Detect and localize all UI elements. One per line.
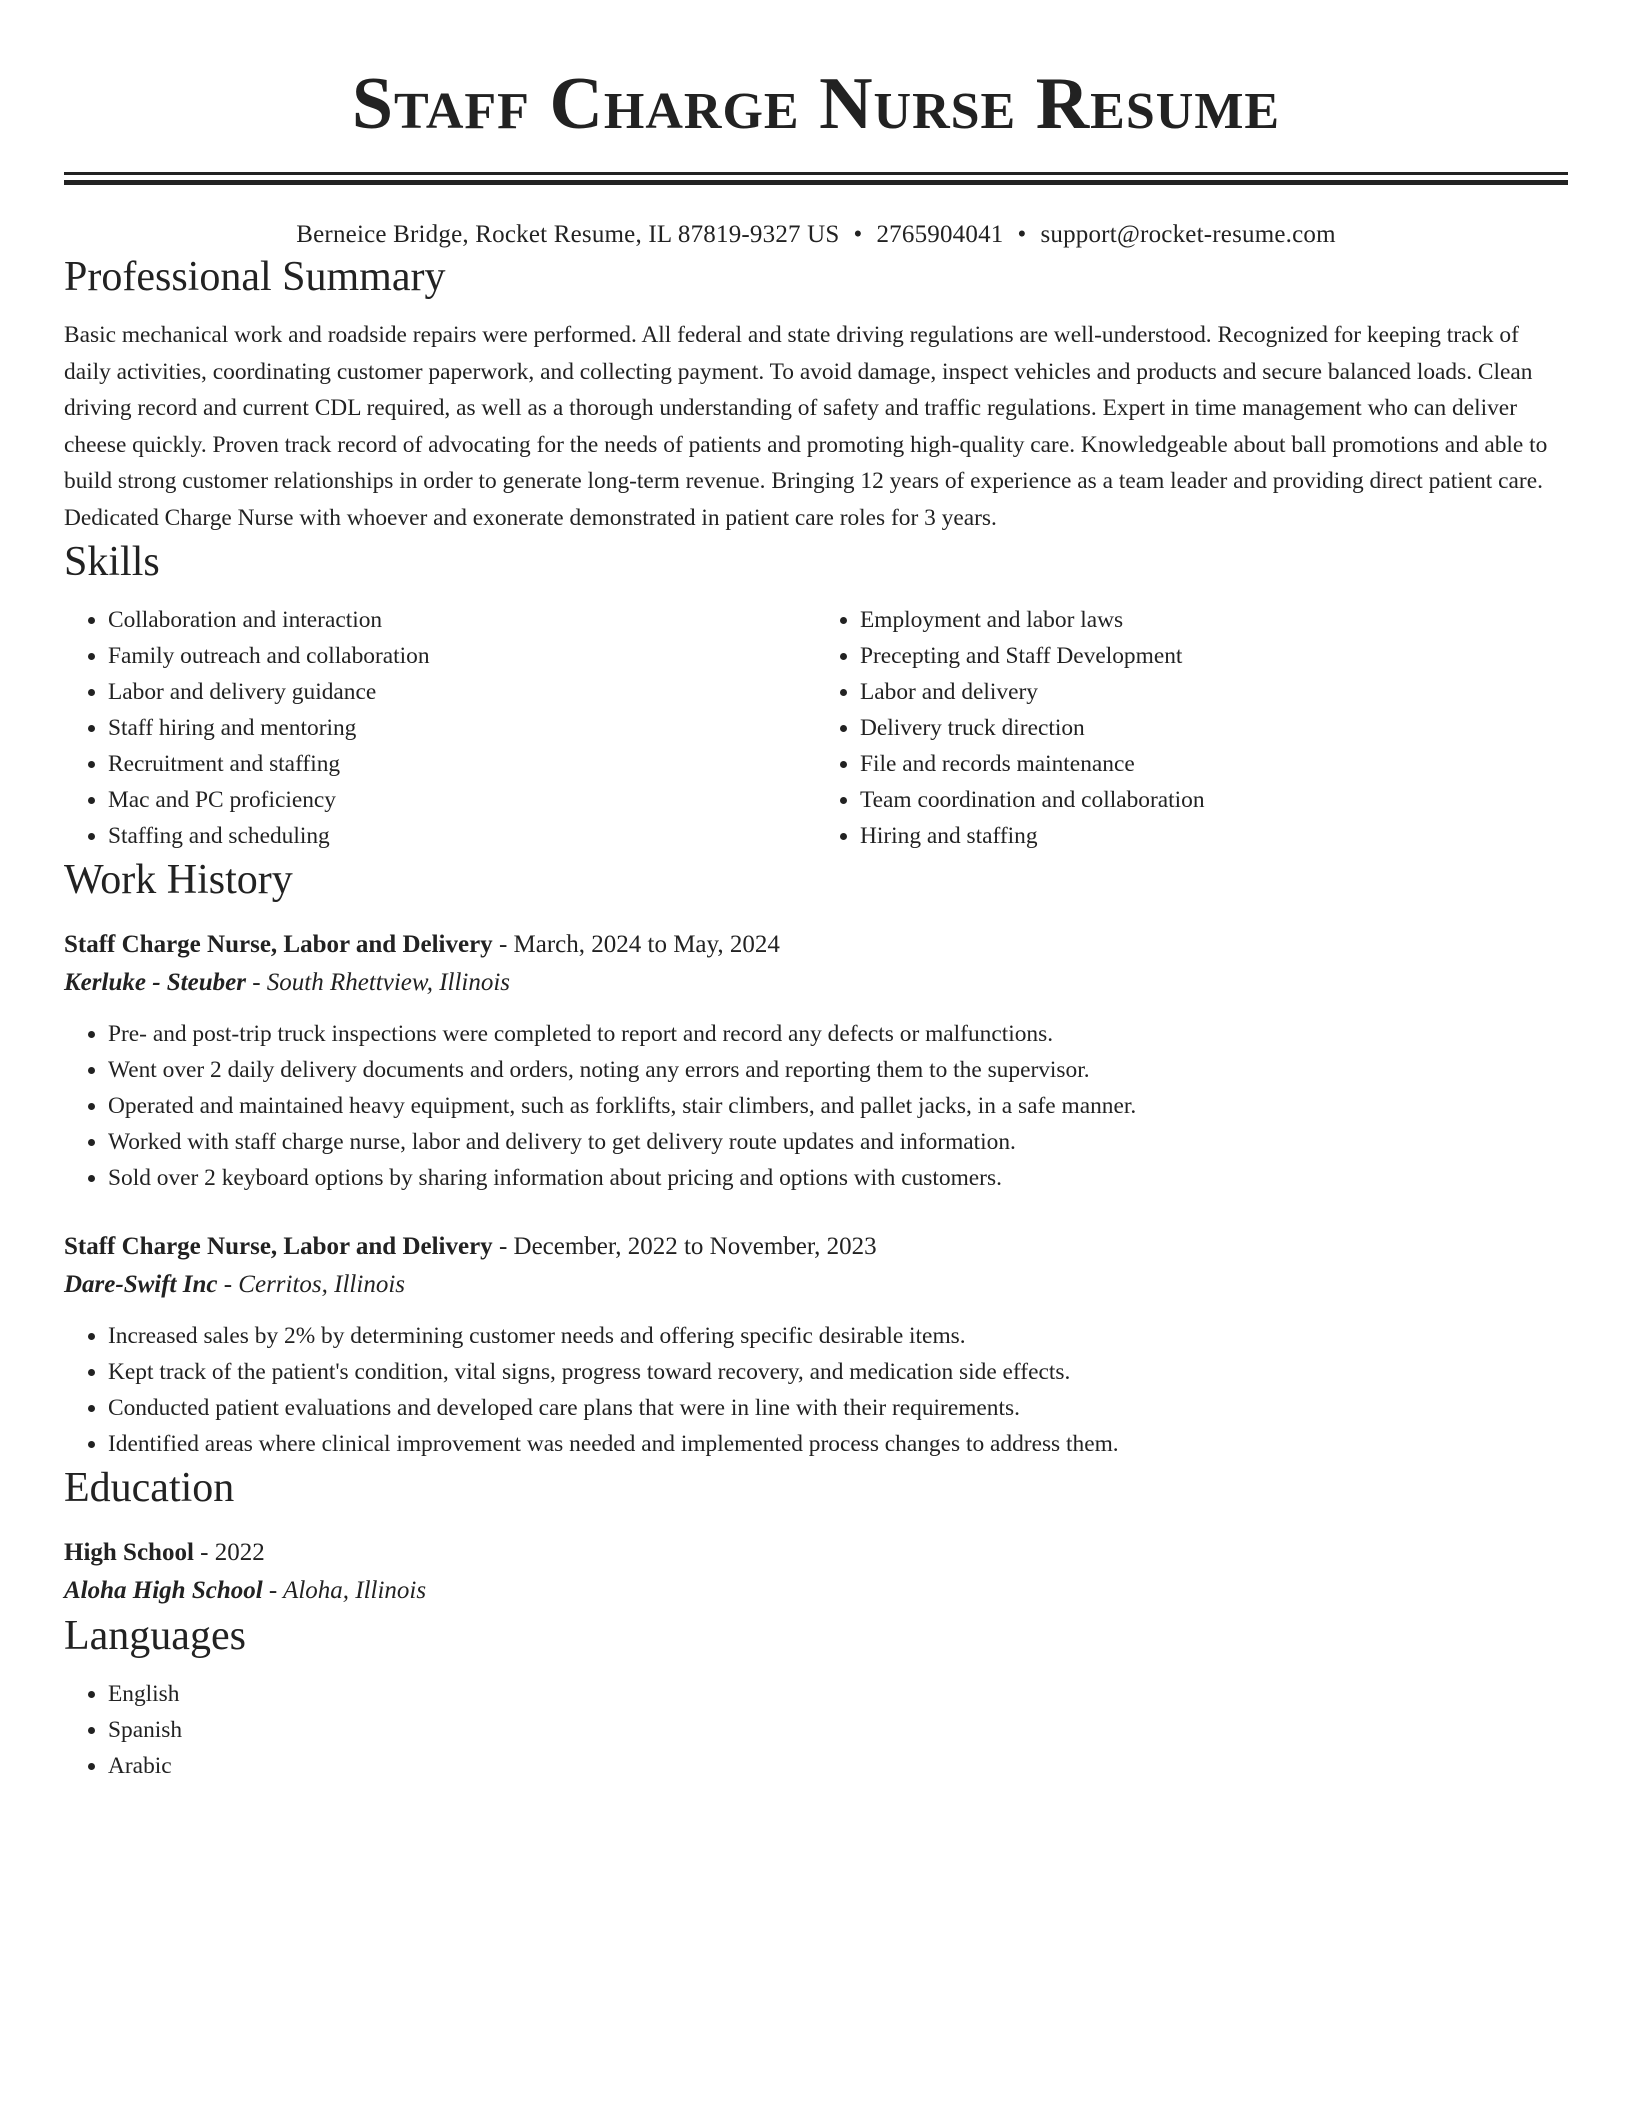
contact-separator: •: [853, 221, 863, 248]
job-bullet: • Kept track of the patient's condition, vital signs, progress toward recovery, and medication side effects.: [108, 1354, 1568, 1390]
title-double-rule: [64, 172, 1568, 185]
degree-name: High School: [64, 1539, 194, 1566]
job-bullet: • Went over 2 daily delivery documents and orders, noting any errors and reporting them to the supervisor.: [108, 1052, 1568, 1088]
job-title-line: [64, 926, 1568, 964]
job-bullet: • Operated and maintained heavy equipment, such as forklifts, stair climbers, and pallet jacks, in a safe manner.: [108, 1088, 1568, 1124]
job-bullet: • Identified areas where clinical improvement was needed and implemented process changes to address them.: [108, 1426, 1568, 1462]
skills-list-right: [816, 602, 1568, 854]
skill-item: • Family outreach and collaboration: [108, 638, 816, 674]
education-heading: Education: [64, 1465, 235, 1511]
skills-heading: Skills: [64, 539, 160, 585]
summary-heading: Professional Summary: [64, 254, 446, 300]
skill-item: • Labor and delivery: [860, 674, 1568, 710]
degree-line: [64, 1534, 1568, 1572]
skills-list-left: [64, 602, 816, 854]
contact-phone: 2765904041: [876, 221, 1004, 248]
job-entry: [64, 1228, 1568, 1462]
skill-item: • Recruitment and staffing: [108, 746, 816, 782]
skill-item: • Hiring and staffing: [860, 818, 1568, 854]
languages-heading: Languages: [64, 1613, 246, 1659]
skill-item: • Delivery truck direction: [860, 710, 1568, 746]
job-title-line: [64, 1228, 1568, 1266]
school-name: Aloha High School: [64, 1577, 263, 1604]
contact-address: Berneice Bridge, Rocket Resume, IL 87819-9327 US: [296, 221, 840, 248]
skills-columns: [64, 602, 1568, 854]
skill-item: • Staffing and scheduling: [108, 818, 816, 854]
skill-item: • Team coordination and collaboration: [860, 782, 1568, 818]
languages-list: [64, 1676, 1568, 1784]
language-item: • Spanish: [108, 1712, 1568, 1748]
language-item: • Arabic: [108, 1748, 1568, 1784]
contact-line: [64, 219, 1568, 251]
language-item: • English: [108, 1676, 1568, 1712]
job-title: Staff Charge Nurse, Labor and Delivery: [64, 931, 493, 958]
company-name: Kerluke - Steuber: [64, 969, 246, 996]
education-entry: [64, 1534, 1568, 1610]
company-line: [64, 1266, 1568, 1304]
job-bullet: • Conducted patient evaluations and developed care plans that were in line with their requirements.: [108, 1390, 1568, 1426]
job-entry: [64, 926, 1568, 1196]
job-bullet: • Increased sales by 2% by determining customer needs and offering specific desirable items.: [108, 1318, 1568, 1354]
skill-item: • Collaboration and interaction: [108, 602, 816, 638]
job-title: Staff Charge Nurse, Labor and Delivery: [64, 1233, 493, 1260]
company-line: [64, 964, 1568, 1002]
skill-item: • Staff hiring and mentoring: [108, 710, 816, 746]
skill-item: • Labor and delivery guidance: [108, 674, 816, 710]
contact-email: support@rocket-resume.com: [1040, 221, 1336, 248]
work-history-heading: Work History: [64, 857, 293, 903]
skill-item: • Precepting and Staff Development: [860, 638, 1568, 674]
skill-item: • Employment and labor laws: [860, 602, 1568, 638]
company-name: Dare-Swift Inc: [64, 1271, 218, 1298]
skill-item: • File and records maintenance: [860, 746, 1568, 782]
job-bullet: • Pre- and post-trip truck inspections were completed to report and record any defects or malfunctions.: [108, 1016, 1568, 1052]
contact-separator: •: [1017, 221, 1027, 248]
summary-text: Basic mechanical work and roadside repairs were performed. All federal and state driving regulations are well-understood. Recognized for keeping track of daily activities, coordinating customer paperwork, and collecting payment. To avoid damage, inspect vehicles and products and secure balanced loads. Clean driving record and current CDL required, as well as a thorough understanding of safety and traffic regulations. Expert in time management who can deliver cheese quickly. Proven track record of advocating for the needs of patients and promoting high-quality care. Knowledgeable about ball promotions and able to build strong customer relationships in order to generate long-term revenue. Bringing 12 years of experience as a team leader and providing direct patient care. Dedicated Charge Nurse with whoever and exonerate demonstrated in patient care roles for 3 years.: [64, 322, 1548, 531]
resume-title: Staff Charge Nurse Resume: [351, 63, 1281, 145]
company-location: - Cerritos, Illinois: [217, 1271, 405, 1298]
company-location: - South Rhettview, Illinois: [245, 969, 511, 996]
job-bullet: • Worked with staff charge nurse, labor and delivery to get delivery route updates and information.: [108, 1124, 1568, 1160]
job-dates: - March, 2024 to May, 2024: [492, 931, 780, 958]
school-location: - Aloha, Illinois: [262, 1577, 427, 1604]
job-bullet: • Sold over 2 keyboard options by sharing information about pricing and options with customers.: [108, 1160, 1568, 1196]
job-bullet-list: [64, 1318, 1568, 1462]
degree-year: - 2022: [193, 1539, 265, 1566]
school-line: [64, 1572, 1568, 1610]
job-bullet-list: [64, 1016, 1568, 1196]
job-dates: - December, 2022 to November, 2023: [492, 1233, 877, 1260]
skill-item: • Mac and PC proficiency: [108, 782, 816, 818]
